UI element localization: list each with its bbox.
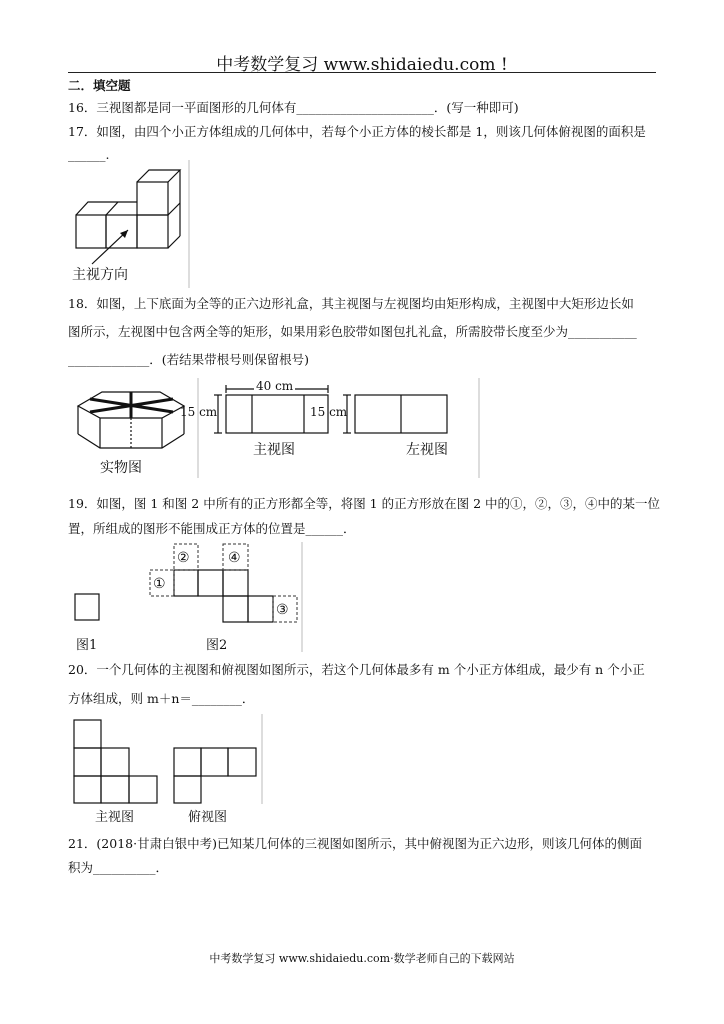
- cube-front-2: [106, 215, 137, 248]
- q17-view-label: 主视方向: [72, 267, 128, 283]
- cube-front-4: [137, 182, 168, 215]
- cube-front-1: [76, 215, 106, 248]
- fig2-label: 图2: [206, 638, 228, 653]
- question-21-line2: 积为__________．: [68, 860, 169, 875]
- question-16: 16．三视图都是同一平面图形的几何体有______________________．(写一种即可): [68, 100, 519, 115]
- q20-top-label: 俯视图: [188, 810, 228, 825]
- cube-top-face: [137, 170, 180, 182]
- fig2-net: [174, 570, 273, 622]
- q20-front-label: 主视图: [95, 810, 135, 825]
- question-18-line1: 18．如图，上下底面为全等的正六边形礼盒，其主视图与左视图均由矩形构成，主视图中大矩形边长如: [68, 296, 634, 311]
- question-18-line2: 图所示，左视图中包含两全等的矩形，如果用彩色胶带如图包扎礼盒，所需胶带长度至少为___________: [68, 324, 637, 339]
- dim-height-left-label: 15 cm: [310, 405, 348, 419]
- dim-height-front-label: 15 cm: [180, 405, 218, 419]
- cube-front-3: [137, 215, 168, 248]
- fig1-label: 图1: [76, 638, 98, 653]
- section-title: 二．填空题: [68, 78, 131, 93]
- q20-figure: [70, 714, 266, 806]
- mark-4: ④: [228, 550, 241, 566]
- cube-depth-top: [76, 202, 137, 215]
- q20-front-view: [74, 720, 157, 803]
- left-view: [343, 395, 447, 433]
- question-19-line1: 19．如图，图 1 和图 2 中所有的正方形都全等，将图 1 的正方形放在图 2 中的①，②，③，④中的某一位: [68, 496, 661, 511]
- mark-2: ②: [177, 550, 190, 566]
- tape-bands: [90, 392, 173, 418]
- dim-width-label: 40 cm: [256, 379, 294, 393]
- question-17-line1: 17．如图，由四个小正方体组成的几何体中，若每个小正方体的棱长都是 1，则该几何体俯视图的面积是: [68, 124, 646, 139]
- page-header: 中考数学复习 www.shidaiedu.com !: [216, 55, 508, 75]
- question-18-line3: _____________．(若结果带根号则保留根号): [68, 352, 310, 367]
- question-20-line1: 20．一个几何体的主视图和俯视图如图所示，若这个几何体最多有 m 个小正方体组成，最少有 n 个小正: [68, 662, 645, 677]
- q20-top-view: [174, 748, 256, 803]
- question-21-line1: 21．(2018·甘肃白银中考)已知某几何体的三视图如图所示，其中俯视图为正六边形，则该几何体的侧面: [68, 836, 642, 851]
- header-rule: [68, 72, 656, 73]
- q18-left-label: 左视图: [406, 442, 448, 458]
- question-17-line2: ______.: [68, 147, 110, 162]
- q18-front-label: 主视图: [253, 442, 295, 458]
- page-footer: 中考数学复习 www.shidaiedu.com·数学老师自己的下载网站: [209, 952, 515, 965]
- question-19-line2: 置，所组成的图形不能围成正方体的位置是______．: [68, 521, 356, 536]
- fig1-square: [75, 594, 99, 620]
- mark-3: ③: [276, 602, 289, 618]
- question-20-line2: 方体组成，则 m＋n＝________．: [68, 691, 255, 706]
- q18-object-label: 实物图: [100, 460, 142, 476]
- mark-1: ①: [153, 576, 166, 592]
